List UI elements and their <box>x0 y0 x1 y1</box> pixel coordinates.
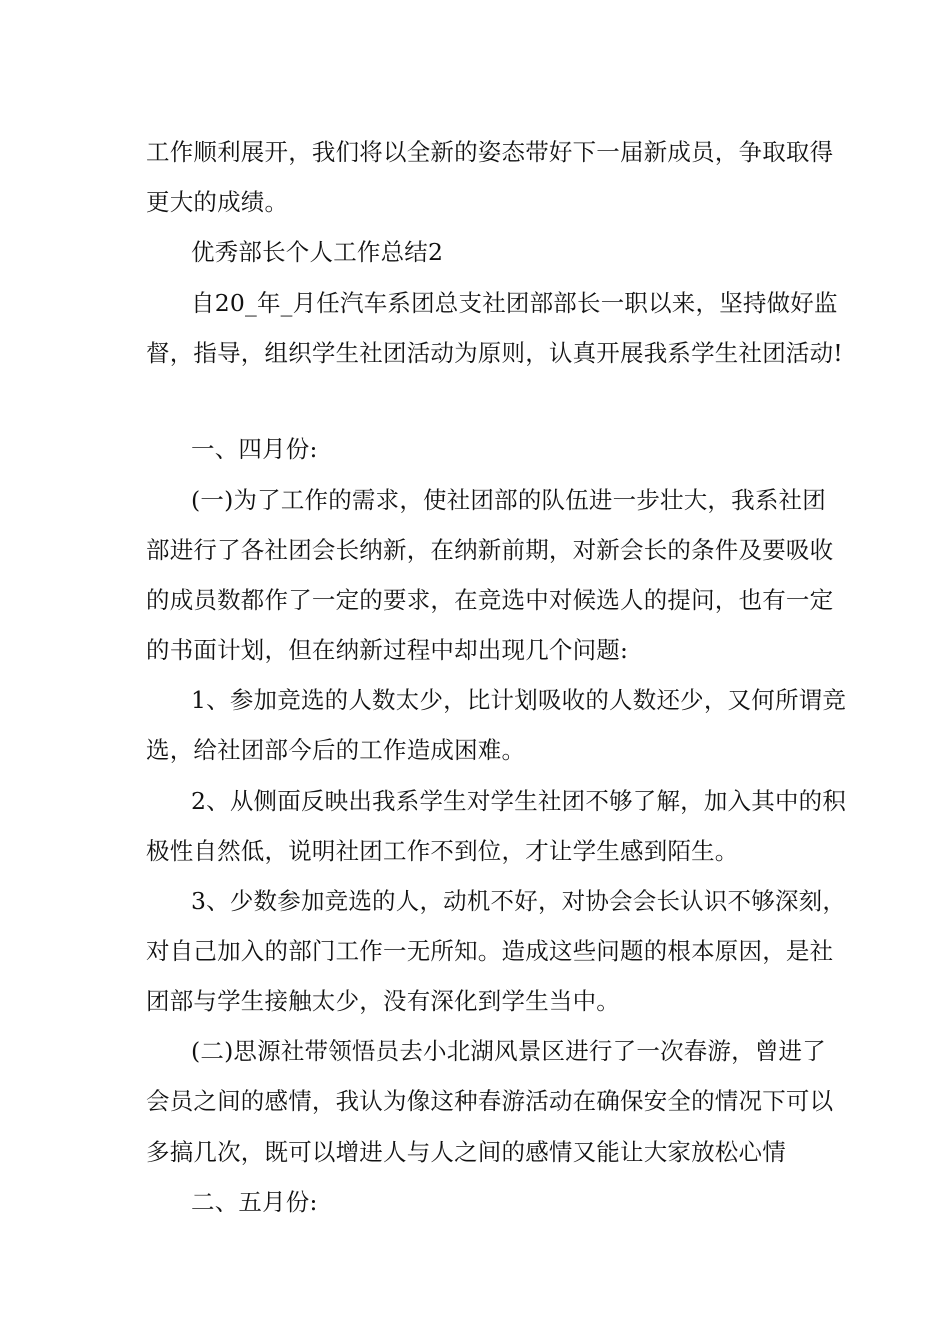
text-line: 部进行了各社团会长纳新，在纳新前期，对新会长的条件及要吸收 <box>146 536 834 564</box>
section-heading: 二、五月份: <box>191 1188 318 1216</box>
text-line: 3、少数参加竞选的人，动机不好，对协会会长认识不够深刻， <box>191 887 847 915</box>
text-line: 督，指导，组织学生社团活动为原则，认真开展我系学生社团活动! <box>146 339 843 367</box>
text-line: 1、参加竞选的人数太少，比计划吸收的人数还少，又何所谓竞 <box>191 686 847 714</box>
text-line: 的书面计划，但在纳新过程中却出现几个问题: <box>146 636 629 664</box>
text-line: 选，给社团部今后的工作造成困难。 <box>146 736 526 764</box>
section-heading: 一、四月份: <box>191 435 318 463</box>
text-line: 团部与学生接触太少，没有深化到学生当中。 <box>146 987 620 1015</box>
text-line: 工作顺利展开，我们将以全新的姿态带好下一届新成员，争取取得 <box>146 138 834 166</box>
text-line: 自20_年_月任汽车系团总支社团部部长一职以来，坚持做好监 <box>191 289 838 317</box>
text-line: 更大的成绩。 <box>146 188 289 216</box>
text-line: (一)为了工作的需求，使社团部的队伍进一步壮大，我系社团 <box>191 486 826 514</box>
text-line: 2、从侧面反映出我系学生对学生社团不够了解，加入其中的积 <box>191 787 847 815</box>
section-heading: 优秀部长个人工作总结2 <box>191 238 444 266</box>
text-line: 对自己加入的部门工作一无所知。造成这些问题的根本原因，是社 <box>146 937 834 965</box>
text-line: 多搞几次，既可以增进人与人之间的感情又能让大家放松心情 <box>146 1138 786 1166</box>
text-line: 极性自然低，说明社团工作不到位，才让学生感到陌生。 <box>146 837 739 865</box>
text-line: (二)思源社带领悟员去小北湖风景区进行了一次春游，曾进了 <box>191 1037 826 1065</box>
text-line: 会员之间的感情，我认为像这种春游活动在确保安全的情况下可以 <box>146 1087 834 1115</box>
text-line: 的成员数都作了一定的要求，在竞选中对候选人的提问，也有一定 <box>146 586 834 614</box>
